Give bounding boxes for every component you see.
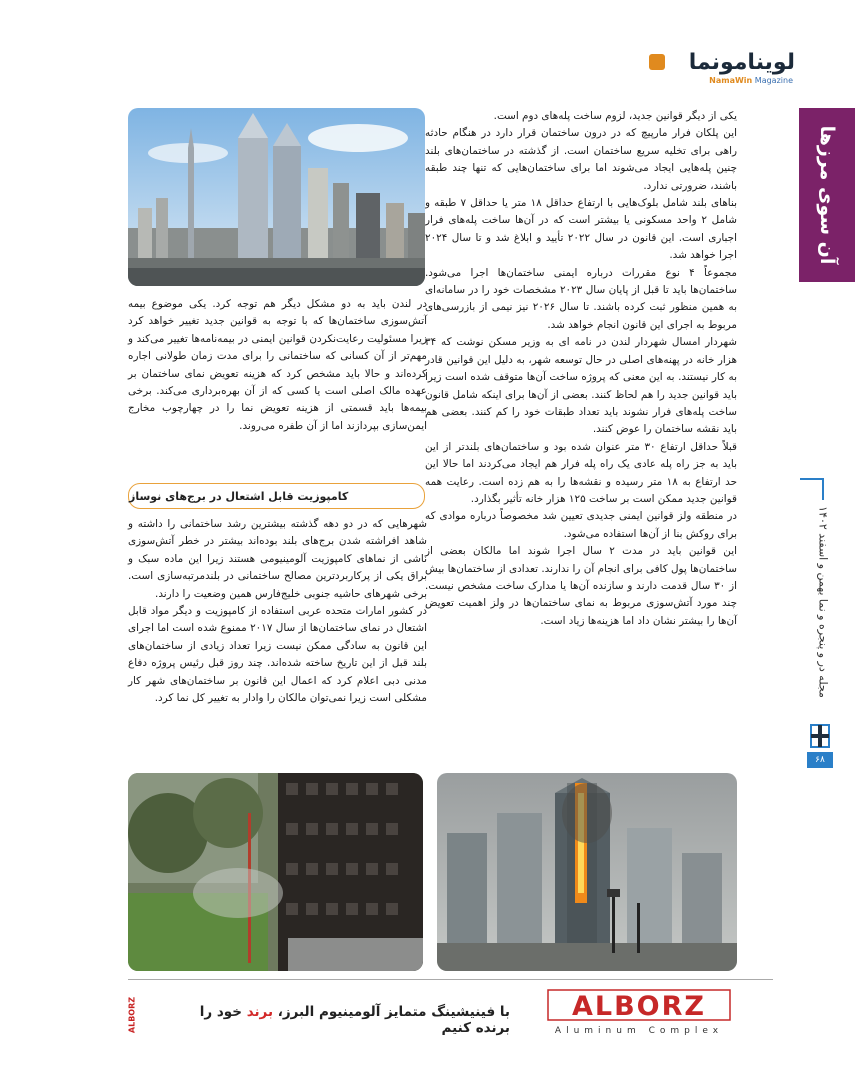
alborz-logo	[546, 988, 732, 1038]
paragraph: این پلکان فرار مارپیچ که در درون ساختمان قرار دارد در هنگام حادثه راهی برای تخلیه سریع ساختمان است. از گذشته در ساختمان‌های بلند چنین پله‌هایی ایجاد می‌شوند اما برای ساختمان‌هایی که تنها چند طبقه باشند، ضرورتی ندارد.	[425, 127, 737, 192]
rail-issue-text	[811, 492, 835, 712]
skyline-photo	[128, 108, 425, 286]
rail-divider	[800, 478, 824, 480]
subheading-text: کامپوزیت قابل اشتعال در برج‌های نوساز	[129, 489, 349, 503]
paragraph: قبلاً حداقل ارتفاع ۳۰ متر عنوان شده بود و ساختمان‌های بلندتر از این باید به جز راه پله عادی یک راه پله فرار هم ایجاد می‌کردند اما حالا این حد ارتفاع به ۱۸ متر رسیده و نقشه‌ها را به هم زده است. رعایت همه قوانین جدید ممکن است بر ساخت ۱۲۵ هزار خانه تأثیر بگذارد.	[425, 440, 737, 505]
paragraph: شهردار امسال شهردار لندن در نامه ای به وزیر مسکن نوشت که ۳۴ هزار خانه در پهنه‌های اصلی در حال توسعه شهر، به دلیل این قوانین قادر به کار نیستند. به این معنی که پروژه ساخت آن‌ها متوقف شده است زیرا باید قوانین جدید را هم لحاظ کنند. بعضی از آن‌ها برای اینکه شامل قانون ساخت پله‌های فرار نشوند باید تعداد طبقات خود را کم کنند. بعضی هم باید نقشه ساختمان را عوض کنند.	[425, 336, 737, 436]
section-tab	[799, 108, 855, 282]
alborz-logo-text: ALBORZ	[571, 991, 707, 1022]
paragraph: مجموعاً ۴ نوع مقررات درباره ایمنی ساختمان‌ها اجرا می‌شود. ساختمان‌ها باید تا قبل از پایان سال ۲۰۲۳ مشخصات خود را در سامانه‌ای به همین منظور ثبت کرده باشند. تا سال ۲۰۲۶ نیز نیمی از بازرسی‌های مربوط به اجرای این قانون انجام خواهد شد.	[425, 266, 738, 331]
vertical-brand-text: ALBORZ	[127, 996, 137, 1034]
magazine-logo-title: لوینامو‌نما	[688, 50, 795, 75]
subheading-box	[128, 483, 425, 509]
footer-tagline	[180, 1004, 510, 1036]
paragraph: در منطقه ولز قوانین ایمنی جدیدی تعیین شد مخصوصاً درباره موادی که برای روکش بنا از آن‌ها استفاده می‌شود.	[425, 510, 737, 540]
tower-fire-photo	[437, 773, 737, 971]
logo-mark-icon	[649, 54, 665, 70]
window-icon	[807, 722, 833, 750]
magazine-logo-subtitle	[709, 76, 793, 85]
rail-issue-label: مجله در و پنجره و نما بهمن و اسفند ۱۴۰۲	[816, 506, 830, 698]
tagline-post: خود را برنده کنیم	[199, 1004, 510, 1036]
right-column-text	[425, 108, 737, 630]
burnt-tower-photo	[128, 773, 423, 971]
paragraph: در کشور امارات متحده عربی استفاده از کامپوزیت و دیگر مواد قابل اشتعال در نمای ساختمان‌ها از سال ۲۰۱۷ ممنوع شده است اما اجرای این قانون به سادگی ممکن نیست زیرا تعداد زیادی از ساختمان‌های بلند قبل از این تاریخ ساخته شده‌اند. چند روز قبل رئیس پروژه دفاع مدنی دبی اعلام کرد که اعمال این قانون بر ساختمان‌های شهر کار مشکلی است زیرا نمی‌توان مالکان را وادار به تغییر کل نما کرد.	[128, 605, 427, 705]
section-tab-label: آن سوی مرزها	[816, 125, 838, 265]
logo-sub-left: NamaWin	[709, 76, 753, 85]
footer-divider	[128, 979, 773, 980]
paragraph: این قوانین باید در مدت ۲ سال اجرا شوند اما مالکان بعضی از ساختمان‌ها پول کافی برای انجام آن را ندارند. تعدادی از ساختمان‌ها بیش از ۳۰ سال قدمت دارند و سازنده آن‌ها یا مدارک ساخت مشخص نیست. چند مورد آتش‌سوزی مربوط به نمای ساختمان‌ها در ولز اهمیت تعویض آن‌ها را بیشتر نشان داد اما هزینه‌ها زیاد است.	[425, 545, 737, 627]
tagline-brand: برند	[246, 1004, 274, 1020]
paragraph: در لندن باید به دو مشکل دیگر هم توجه کرد. یکی موضوع بیمه آتش‌سوزی ساختمان‌ها که با توجه به قوانین جدید تغییر خواهد کرد زیرا مسئولیت رعایت‌نکردن قوانین ایمنی در بیمه‌نامه‌ها تغییر می‌کند و مهم‌تر از آن کسانی که ساختمانی را برای مدت زمان طولانی اجاره کرده‌اند و حالا باید مشخص کرد که هزینه تعویض نمای ساختمان بر عهده مالک اصلی است یا کسی که از آن بهره‌برداری می‌کند. برخی بیمه‌ها باید قسمتی از هزینه تعویض نما را در چهارچوب مخارج ایمن‌سازی بپردازند اما از آن طفره می‌روند.	[128, 298, 427, 432]
left-column-bottom-text	[128, 516, 427, 707]
alborz-logo-subtext: Aluminum Complex	[554, 1026, 724, 1036]
vertical-brand-mark	[124, 990, 140, 1040]
paragraph: بناهای بلند شامل بلوک‌هایی با ارتفاع حداقل ۱۸ متر یا حداقل ۷ طبقه و شامل ۲ واحد مسکونی یا بیشتر است که در آن‌ها ساخت پله‌های فرار اجباری است. این قانون در سال ۲۰۲۲ تأیید و ابلاغ شد و تا سال ۲۰۲۴ اجرا خواهد شد.	[425, 197, 737, 262]
tagline-pre: با فینیشینگ متمایز آلومینیوم البرز،	[277, 1004, 510, 1020]
paragraph: شهرهایی که در دو دهه گذشته بیشترین رشد ساختمانی را داشته و شاهد افراشته شدن برج‌های بلند بوده‌اند بیشتر در خطر آتش‌سوزی ناشی از نماهای کامپوزیت آلومینیومی هستند زیرا این ماده سبک و براق یکی از پرکاربردترین مصالح ساختمانی در بلندمرتبه‌سازی است. برخی شهرهای حاشیه جنوبی خلیج‌فارس همین وضعیت را دارند.	[128, 518, 427, 600]
page-number: ۶۸	[807, 752, 833, 768]
left-column-top-text	[128, 296, 427, 435]
logo-sub-right: Magazine	[754, 76, 793, 85]
paragraph: یکی از دیگر قوانین جدید، لزوم ساخت پله‌های دوم است.	[493, 110, 737, 122]
